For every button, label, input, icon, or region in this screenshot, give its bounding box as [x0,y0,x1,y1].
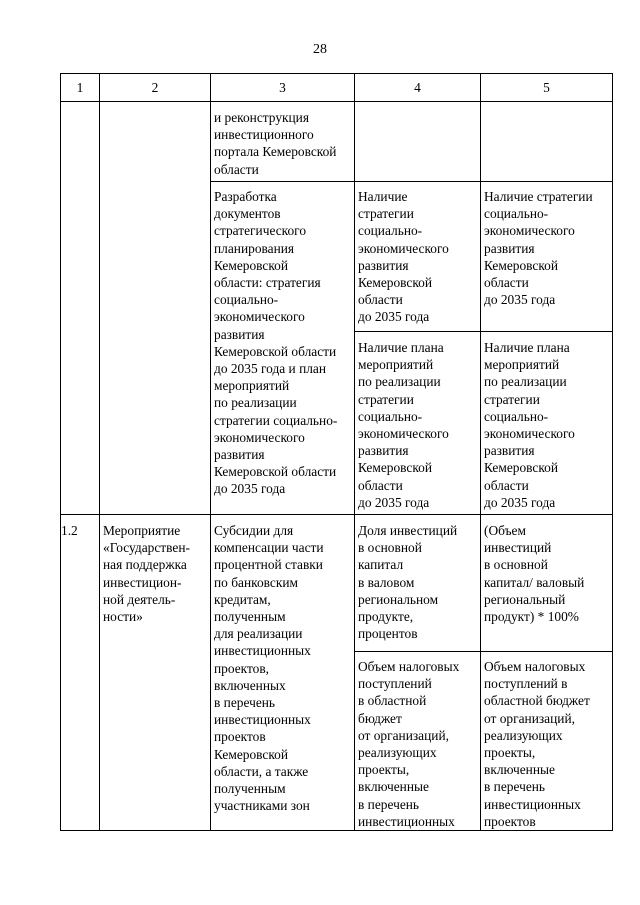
column-divider [480,73,481,831]
table-border-right [612,73,613,831]
cell-method: Наличие плана мероприятий по реализации стратегии социально- экономического развития Кемеровской области до 2035 года [484,340,575,510]
table-border-bottom [60,830,613,831]
cell-method: (Объем инвестиций в основной капитал/ валовый региональный продукт) * 100% [484,523,585,625]
column-header-3: 3 [279,80,286,95]
column-header-2: 2 [151,80,159,95]
page-number: 28 [313,42,327,57]
cell-activity: Разработка документов стратегического планирования Кемеровской области: стратегия социально- экономического развития Кемеровской области до 2035 года и план мероприятий по реализации стратегии социально- экономического развития Кемеровской области до 2035 года [214,189,338,497]
cell-indicator: Наличие плана мероприятий по реализации стратегии социально- экономического развития Кемеровской области до 2035 года [358,340,449,510]
cell-indicator: Объем налоговых поступлений в областной бюджет от организаций, реализующих проекты, включенные в перечень инвестиционных [358,659,460,829]
cell-item-number: 1.2 [61,523,78,538]
column-divider [354,73,355,831]
row-divider [354,331,613,332]
column-divider [99,73,100,831]
column-header-1: 1 [76,80,84,95]
cell-indicator: Наличие стратегии социально- экономического развития Кемеровской области до 2035 года [358,189,449,325]
row-divider [60,514,613,515]
column-header-4: 4 [414,80,421,95]
cell-method: Наличие стратегии социально- экономического развития Кемеровской области до 2035 года [484,189,593,308]
row-divider [354,651,613,652]
table-border-top [60,73,613,74]
cell-method: Объем налоговых поступлений в областной бюджет от организаций, реализующих проекты, включенные в перечень инвестиционных проектов [484,659,590,829]
cell-indicator: Доля инвестиций в основной капитал в валовом региональном продукте, процентов [358,523,458,642]
column-divider [210,73,211,831]
row-divider [210,181,613,182]
cell-measure: Мероприятие «Государствен- ная поддержка инвестицион- ной деятель- ности» [103,523,190,625]
column-header-5: 5 [543,80,550,95]
cell-activity: Субсидии для компенсации части процентной ставки по банковским кредитам, полученным для реализации инвестиционных проектов, включенных в перечень инвестиционных проектов Кемеровской области, а также полученным участниками зон [214,523,324,814]
column-divider [60,73,61,831]
cell-activity-continuation: и реконструкция инвестиционного портала Кемеровской области [214,110,337,177]
header-row-divider [60,101,613,102]
